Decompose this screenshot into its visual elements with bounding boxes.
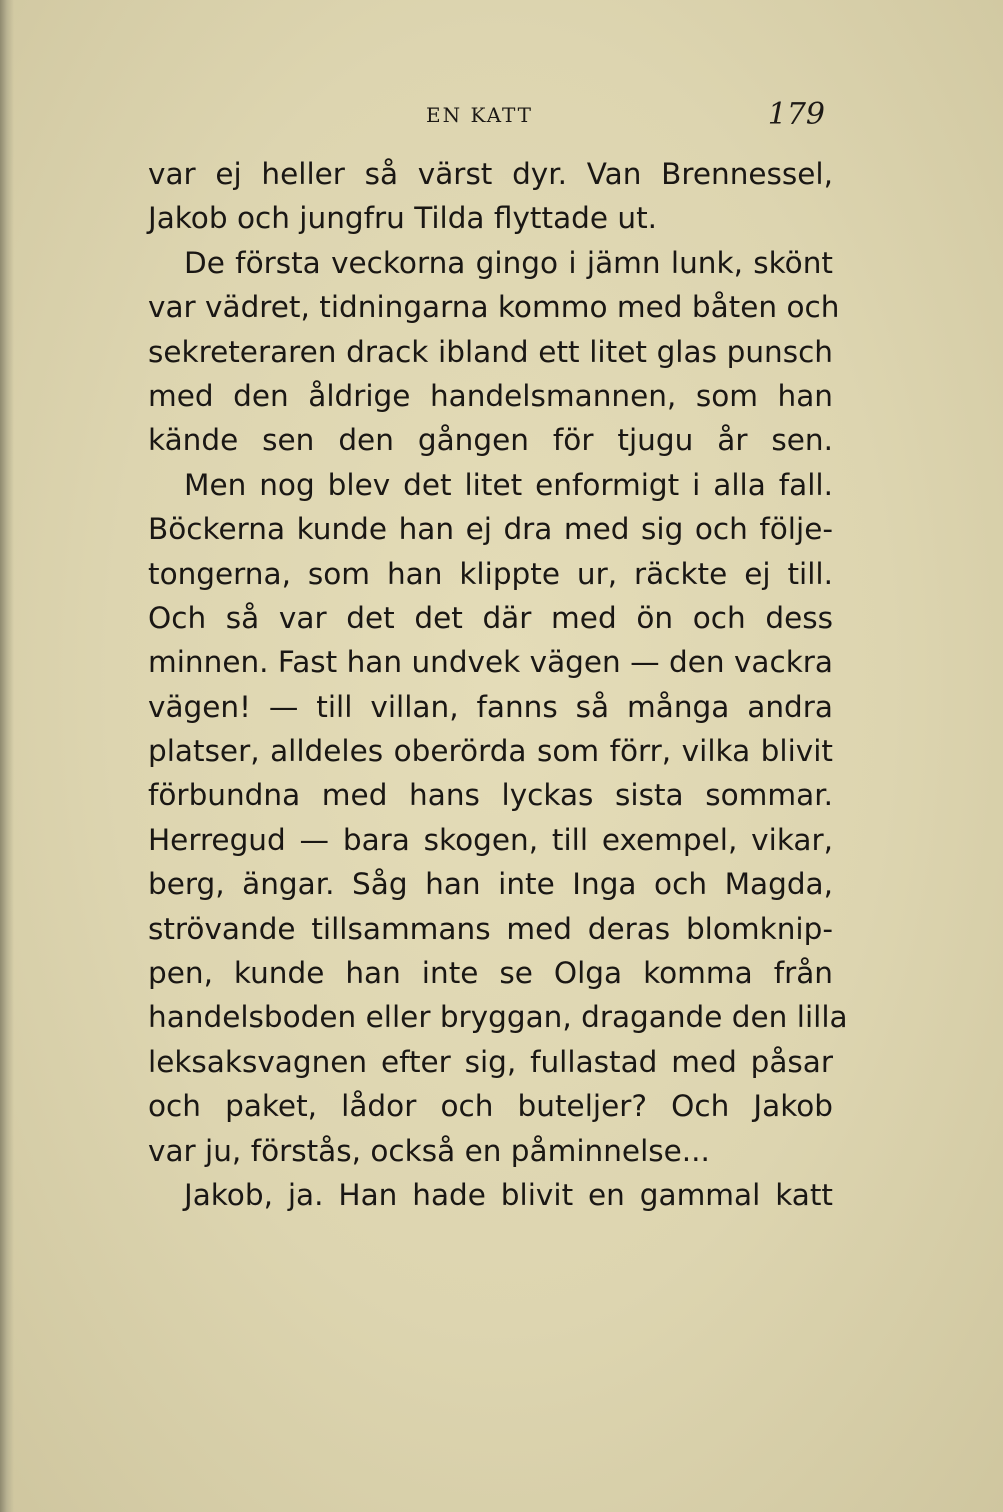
running-head: EN KATT — [426, 103, 533, 127]
page-gutter-shadow — [0, 0, 14, 1512]
text-line: var vädret, tidningarna kommo med båten och — [148, 290, 840, 325]
text-line: med den åldrige handelsmannen, som han — [148, 378, 833, 413]
page-header — [148, 95, 833, 135]
text-line: minnen. Fast han undvek vägen — den vackra — [148, 645, 833, 680]
text-line: var ju, förstås, också en påminnelse... — [148, 1133, 710, 1168]
text-line: och paket, lådor och buteljer? Och Jakob — [148, 1089, 833, 1124]
text-line: De första veckorna gingo i jämn lunk, skönt — [184, 245, 833, 280]
body-text — [148, 152, 848, 1217]
text-line: vägen! — till villan, fanns så många andra — [148, 689, 833, 724]
text-line: tongerna, som han klippte ur, räckte ej till. — [148, 556, 833, 591]
text-line: Men nog blev det litet enformigt i alla fall. — [184, 467, 833, 502]
text-line: leksaksvagnen efter sig, fullastad med påsar — [148, 1044, 833, 1079]
text-line: Jakob, ja. Han hade blivit en gammal katt — [184, 1177, 833, 1212]
page-number: 179 — [767, 97, 825, 132]
text-line: pen, kunde han inte se Olga komma från — [148, 956, 833, 991]
text-line: förbundna med hans lyckas sista sommar. — [148, 778, 833, 813]
text-line: platser, alldeles oberörda som förr, vilka blivit — [148, 734, 833, 769]
text-line: Jakob och jungfru Tilda flyttade ut. — [148, 201, 658, 236]
text-line: Böckerna kunde han ej dra med sig och följe- — [148, 512, 833, 547]
text-line: kände sen den gången för tjugu år sen. — [148, 423, 833, 458]
text-line: strövande tillsammans med deras blomknip- — [148, 911, 833, 946]
text-line: sekreteraren drack ibland ett litet glas punsch — [148, 334, 833, 369]
text-line: handelsboden eller bryggan, dragande den lilla — [148, 1000, 848, 1035]
text-line: Herregud — bara skogen, till exempel, vikar, — [148, 822, 833, 857]
text-line: berg, ängar. Såg han inte Inga och Magda, — [148, 867, 833, 902]
text-line: Och så var det det där med ön och dess — [148, 600, 833, 635]
text-line: var ej heller så värst dyr. Van Brennessel, — [148, 157, 833, 191]
